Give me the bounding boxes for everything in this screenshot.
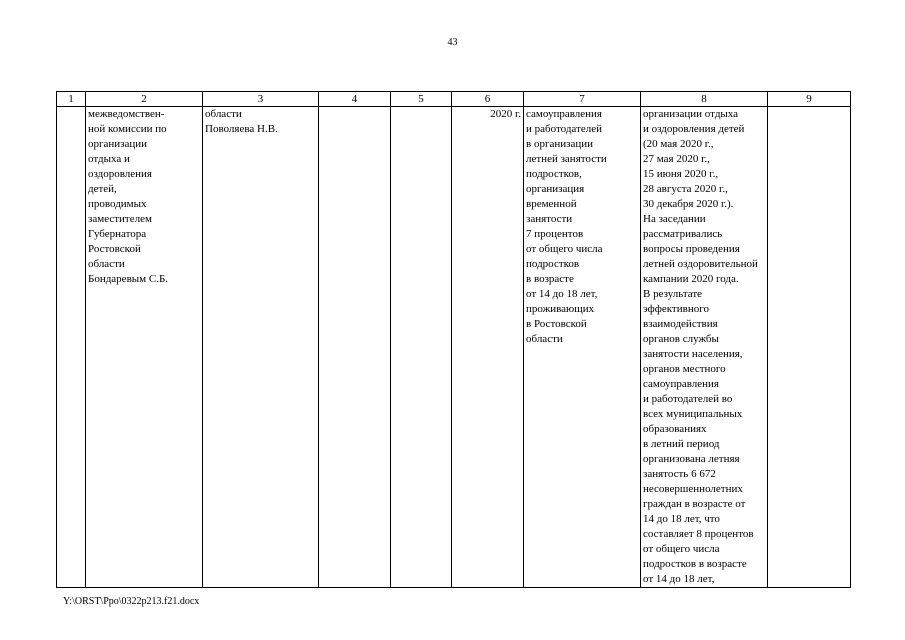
cell-col-2 [86, 107, 203, 588]
cell-text-line: занятости [526, 213, 573, 225]
cell-col-8 [641, 107, 768, 588]
cell-col-3 [203, 107, 319, 588]
cell-col-5 [391, 107, 452, 588]
cell-text-line: 7 процентов [526, 228, 584, 240]
cell-text-line: Ростовской [88, 243, 141, 255]
cell-text-line: самоуправления [526, 108, 602, 120]
document-table [56, 91, 851, 588]
cell-text-line: в организации [526, 138, 593, 150]
cell-col-9 [768, 107, 851, 588]
cell-text-line: детей, [88, 183, 117, 195]
header-cell-5: 5 [391, 92, 452, 107]
header-cell-9: 9 [768, 92, 851, 107]
cell-text-line: вопросы проведения [643, 243, 740, 255]
cell-text-line: 28 августа 2020 г., [643, 183, 728, 195]
page-number: 43 [447, 37, 458, 48]
header-cell-7: 7 [524, 92, 641, 107]
cell-text-line: в возрасте [526, 273, 574, 285]
cell-text-line: отдыха и [88, 153, 130, 165]
cell-text-line: в Ростовской [526, 318, 587, 330]
header-cell-6: 6 [452, 92, 524, 107]
cell-text-line: летней занятости [526, 153, 607, 165]
cell-text-line: В результате [643, 288, 703, 300]
table-header-row [57, 92, 851, 107]
cell-text-line: Губернатора [88, 228, 147, 240]
cell-text-line: от общего числа [526, 243, 603, 255]
cell-text-line: органов местного [643, 363, 726, 375]
cell-text-line: организация [526, 183, 585, 195]
cell-text-line: области [526, 333, 563, 345]
header-cell-8: 8 [641, 92, 768, 107]
cell-text-line: рассматривались [643, 228, 723, 240]
cell-text-line: 15 июня 2020 г., [643, 168, 719, 180]
cell-text-line: подростков, [526, 168, 582, 180]
cell-text-line: Бондаревым С.Б. [88, 273, 169, 285]
cell-text-line: (20 мая 2020 г., [643, 138, 714, 150]
cell-text-line: граждан в возрасте от [643, 498, 746, 510]
cell-text-line: межведомствен- [88, 108, 165, 120]
cell-text-line: Поволяева Н.В. [205, 123, 278, 135]
cell-text-line: от 14 до 18 лет, [526, 288, 598, 300]
cell-text-line: и оздоровления детей [643, 123, 745, 135]
footer-file-path: Y:\ORST\Ppo\0322p213.f21.docx [63, 596, 200, 607]
table-row [57, 107, 851, 588]
cell-text-line: занятости населения, [643, 348, 743, 360]
header-cell-1: 1 [57, 92, 86, 107]
cell-text-line: кампании 2020 года. [643, 273, 739, 285]
cell-text-line: несовершеннолетних [643, 483, 743, 495]
header-cell-3: 3 [203, 92, 319, 107]
cell-text-line: 30 декабря 2020 г.). [643, 198, 734, 210]
cell-text-line: в летний период [643, 438, 720, 450]
header-cell-2: 2 [86, 92, 203, 107]
cell-text-line: занятость 6 672 [643, 468, 716, 480]
cell-text-line: образованиях [643, 423, 707, 435]
cell-text-line: организации отдыха [643, 108, 739, 120]
cell-text-line: эффективного [643, 303, 709, 315]
cell-text-line: ной комиссии по [88, 123, 167, 135]
cell-text-line: области [88, 258, 125, 270]
cell-text-line: оздоровления [88, 168, 152, 180]
cell-text-line: и работодателей во [643, 393, 733, 405]
cell-text-line: летней оздоровительной [643, 258, 758, 270]
cell-text-line: и работодателей [526, 123, 602, 135]
cell-text-line: составляет 8 процентов [643, 528, 754, 540]
cell-text-line: временной [526, 198, 577, 210]
cell-text-line: организована летняя [643, 453, 740, 465]
cell-col-4 [319, 107, 391, 588]
cell-col-7 [524, 107, 641, 588]
cell-text-line: проживающих [526, 303, 595, 315]
cell-text-line: взаимодействия [643, 318, 718, 330]
cell-text-line: самоуправления [643, 378, 719, 390]
cell-text-line: заместителем [88, 213, 152, 225]
cell-text-line: На заседании [643, 213, 706, 225]
cell-col-1 [57, 107, 86, 588]
cell-text-line: проводимых [88, 198, 147, 210]
cell-text-line: от общего числа [643, 543, 720, 555]
cell-text-line: подростков [526, 258, 580, 270]
cell-text-line: 27 мая 2020 г., [643, 153, 710, 165]
cell-text-line: области [205, 108, 242, 120]
cell-text-line: органов службы [643, 333, 719, 345]
cell-text-line: 14 до 18 лет, что [643, 513, 720, 525]
cell-text-line: 2020 г. [490, 108, 521, 120]
header-cell-4: 4 [319, 92, 391, 107]
cell-text-line: подростков в возрасте [643, 558, 747, 570]
cell-text-line: организации [88, 138, 148, 150]
cell-col-6 [452, 107, 524, 588]
cell-text-line: всех муниципальных [643, 408, 743, 420]
cell-text-line: от 14 до 18 лет, [643, 573, 715, 585]
